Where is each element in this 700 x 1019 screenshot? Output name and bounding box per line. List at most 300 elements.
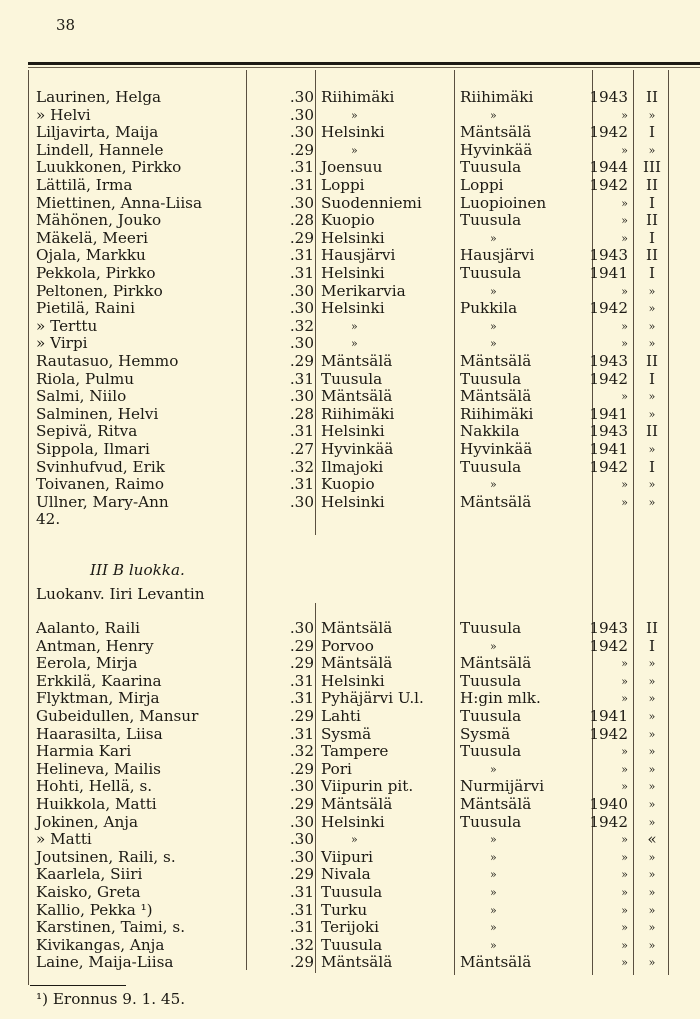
entry-class: I xyxy=(649,193,655,212)
home-place: Tuusula xyxy=(460,619,522,637)
entry-class: II xyxy=(646,619,658,637)
entry-year: 1943 xyxy=(589,422,628,441)
birth-place: Helsinki xyxy=(321,812,385,831)
birth-date: .31 xyxy=(289,671,314,690)
entry-year: » xyxy=(621,868,628,882)
table-row xyxy=(0,212,700,230)
entry-year: 1943 xyxy=(589,352,628,370)
table-row xyxy=(0,708,700,726)
birth-place: Tuusula xyxy=(321,369,383,388)
birth-place: » xyxy=(351,108,358,122)
birth-place: Pori xyxy=(321,759,352,778)
entry-year: » xyxy=(621,231,628,245)
student-name: Gubeidullen, Mansur xyxy=(36,707,199,725)
entry-year: » xyxy=(621,938,628,952)
birth-place: Mäntsälä xyxy=(321,619,393,637)
entry-class: » xyxy=(648,798,656,811)
table-row xyxy=(0,89,700,107)
home-place: Nurmijärvi xyxy=(460,777,545,796)
birth-place: Riihimäki xyxy=(321,404,395,423)
student-name: Laine, Maija-Liisa xyxy=(36,953,174,972)
entry-year: 1943 xyxy=(589,246,628,265)
birth-date: .29 xyxy=(289,140,314,159)
home-place: Mäntsälä xyxy=(460,953,532,972)
entry-year: » xyxy=(621,495,628,509)
student-name: Aalanto, Raili xyxy=(36,619,141,637)
entry-class: II xyxy=(646,176,658,194)
table-row xyxy=(0,761,700,779)
student-name: » Helvi xyxy=(36,105,91,124)
home-place: Mäntsälä xyxy=(460,123,532,142)
entry-class: II xyxy=(646,352,658,370)
student-name: » Terttu xyxy=(36,316,98,335)
table-row xyxy=(0,265,700,283)
birth-place: Mäntsälä xyxy=(321,795,393,813)
entry-year: » xyxy=(621,478,628,492)
home-place: Tuusula xyxy=(460,264,522,282)
birth-date: .31 xyxy=(289,475,314,494)
birth-place: Kuopio xyxy=(321,211,375,230)
birth-date: .31 xyxy=(289,883,314,901)
home-place: Tuusula xyxy=(460,369,522,388)
table-row xyxy=(0,954,700,972)
student-name: Svinhufvud, Erik xyxy=(36,457,165,476)
birth-date: .31 xyxy=(289,724,314,743)
birth-place: » xyxy=(351,143,358,157)
birth-place: Helsinki xyxy=(321,228,385,247)
birth-date: .29 xyxy=(289,228,314,247)
table-row xyxy=(0,124,700,142)
birth-date: .30 xyxy=(289,387,314,406)
entry-year: » xyxy=(621,745,628,759)
entry-class: » xyxy=(648,710,656,723)
birth-date: .29 xyxy=(289,759,314,778)
table-row xyxy=(0,849,700,867)
table-row xyxy=(0,884,700,902)
home-place: » xyxy=(490,108,497,122)
home-place: Riihimäki xyxy=(460,88,534,106)
birth-date: .31 xyxy=(289,176,314,194)
table-row xyxy=(0,866,700,884)
birth-place: Sysmä xyxy=(321,724,372,743)
home-place: Nakkila xyxy=(460,422,520,441)
entry-year: » xyxy=(621,903,628,917)
section-title: III B luokka. xyxy=(90,561,185,579)
entry-year: » xyxy=(621,337,628,351)
student-name: 42. xyxy=(36,510,61,529)
table-row xyxy=(0,247,700,265)
entry-class: II xyxy=(646,88,658,106)
entry-year: » xyxy=(621,833,628,847)
home-place: » xyxy=(490,850,497,864)
birth-date: .29 xyxy=(289,654,314,673)
entry-class: I xyxy=(649,457,655,476)
table-row xyxy=(0,655,700,673)
entry-class: II xyxy=(646,422,658,441)
entry-class: » xyxy=(648,143,656,157)
entry-year: 1944 xyxy=(589,158,628,177)
table-row xyxy=(0,937,700,955)
home-place: Mäntsälä xyxy=(460,654,532,673)
student-name: Laurinen, Helga xyxy=(36,88,162,106)
student-name: Pekkola, Pirkko xyxy=(36,264,156,282)
entry-class: » xyxy=(648,284,656,298)
table-row xyxy=(0,371,700,389)
birth-place: Suodenniemi xyxy=(321,193,422,212)
table-row xyxy=(0,620,700,638)
student-name: Pietilä, Raini xyxy=(36,299,135,318)
birth-date: .31 xyxy=(289,422,314,441)
birth-place: Hausjärvi xyxy=(321,246,396,265)
entry-class: II xyxy=(646,246,658,265)
entry-year: 1942 xyxy=(589,457,628,476)
home-place: Pukkila xyxy=(460,299,518,318)
home-place: Mäntsälä xyxy=(460,352,532,370)
student-name: Liljavirta, Maija xyxy=(36,123,159,142)
entry-year: » xyxy=(621,762,628,776)
entry-class: » xyxy=(648,762,656,776)
entry-year: » xyxy=(621,657,628,671)
home-place: Mäntsälä xyxy=(460,387,532,406)
birth-place: Turku xyxy=(321,900,368,919)
birth-place: Mäntsälä xyxy=(321,352,393,370)
entry-class: » xyxy=(648,478,656,492)
home-place: Riihimäki xyxy=(460,404,534,423)
table-row xyxy=(0,335,700,353)
table-row xyxy=(0,441,700,459)
birth-place: Mäntsälä xyxy=(321,387,393,406)
home-place: » xyxy=(490,284,497,298)
entry-year: 1942 xyxy=(589,176,628,194)
birth-place: Tuusula xyxy=(321,935,383,954)
birth-place: Ilmajoki xyxy=(321,457,384,476)
table-row xyxy=(0,283,700,301)
entry-year: » xyxy=(621,886,628,899)
entry-class: I xyxy=(649,264,655,282)
entry-year: » xyxy=(621,319,628,333)
entry-year: 1941 xyxy=(589,264,628,282)
home-place: » xyxy=(490,903,497,917)
home-place: Hyvinkää xyxy=(460,440,533,458)
table-row xyxy=(0,195,700,213)
student-name: Huikkola, Matti xyxy=(36,795,157,813)
entry-class: » xyxy=(648,815,656,829)
student-name: Kivikangas, Anja xyxy=(36,935,165,954)
birth-date: .29 xyxy=(289,707,314,725)
table-row xyxy=(0,353,700,371)
birth-date: .29 xyxy=(289,865,314,884)
student-name: Peltonen, Pirkko xyxy=(36,281,163,300)
student-name: Ullner, Mary-Ann xyxy=(36,492,169,511)
birth-place: Hyvinkää xyxy=(321,440,394,458)
home-place: Tuusula xyxy=(460,158,522,177)
top-rule-thin xyxy=(28,67,700,68)
birth-date: .29 xyxy=(289,795,314,813)
home-place: » xyxy=(490,868,497,882)
table-row xyxy=(0,318,700,336)
entry-class: » xyxy=(648,868,656,882)
birth-place: Mäntsälä xyxy=(321,953,393,972)
birth-place: Pyhäjärvi U.l. xyxy=(321,689,424,708)
entry-class: » xyxy=(648,692,656,706)
birth-date: .30 xyxy=(289,88,314,106)
home-place: » xyxy=(490,938,497,952)
birth-date: .30 xyxy=(289,193,314,212)
home-place: Tuusula xyxy=(460,211,522,230)
table-row xyxy=(0,494,700,512)
entry-class: » xyxy=(648,921,656,935)
birth-place: Loppi xyxy=(321,176,365,194)
birth-date: .31 xyxy=(289,900,314,919)
home-place: Hyvinkää xyxy=(460,140,533,159)
table-row xyxy=(0,902,700,920)
entry-class: » xyxy=(648,780,656,794)
home-place: Tuusula xyxy=(460,671,522,690)
birth-place: Joensuu xyxy=(321,158,383,177)
student-name: Sippola, Ilmari xyxy=(36,440,150,458)
home-place: H:gin mlk. xyxy=(460,689,541,708)
home-place: » xyxy=(490,478,497,492)
birth-place: Helsinki xyxy=(321,299,385,318)
footnote-rule xyxy=(30,985,126,986)
table-row xyxy=(0,406,700,424)
birth-date: .30 xyxy=(289,847,314,866)
birth-date: .31 xyxy=(289,264,314,282)
table-row xyxy=(0,476,700,494)
birth-date: .32 xyxy=(289,742,314,761)
table-row xyxy=(0,673,700,691)
birth-place: » xyxy=(351,833,358,847)
home-place: Tuusula xyxy=(460,812,522,831)
entry-year: 1941 xyxy=(589,404,628,423)
student-name: Kallio, Pekka ¹) xyxy=(36,900,153,919)
student-name: Sepivä, Ritva xyxy=(36,422,138,441)
student-name: » Virpi xyxy=(36,334,88,353)
entry-year: » xyxy=(621,108,628,122)
birth-date: .30 xyxy=(289,299,314,318)
home-place: » xyxy=(490,231,497,245)
birth-place: Viipuri xyxy=(321,847,374,866)
entry-year: » xyxy=(621,196,628,210)
birth-date: .30 xyxy=(289,334,314,353)
table-row xyxy=(0,459,700,477)
student-name: Lättilä, Irma xyxy=(36,176,133,194)
entry-class: » xyxy=(648,903,656,917)
entry-year: 1942 xyxy=(589,724,628,743)
entry-year: 1942 xyxy=(589,636,628,655)
entry-year: 1942 xyxy=(589,812,628,831)
student-name: Rautasuo, Hemmo xyxy=(36,352,179,370)
student-name: Mäkelä, Meeri xyxy=(36,228,149,247)
student-name: Harmia Kari xyxy=(36,742,132,761)
entry-class: I xyxy=(649,123,655,142)
entry-year: 1941 xyxy=(589,707,628,725)
birth-place: » xyxy=(351,337,358,351)
birth-date: .29 xyxy=(289,352,314,370)
home-place: Sysmä xyxy=(460,724,511,743)
birth-place: Riihimäki xyxy=(321,88,395,106)
entry-class: » xyxy=(648,302,656,316)
birth-place: Lahti xyxy=(321,707,361,725)
entry-year: » xyxy=(621,143,628,157)
birth-place: Tampere xyxy=(321,742,389,761)
student-name: Kaisko, Greta xyxy=(36,883,141,901)
student-name: Toivanen, Raimo xyxy=(36,475,165,494)
birth-place: Helsinki xyxy=(321,671,385,690)
home-place: Loppi xyxy=(460,176,504,194)
table-row xyxy=(0,831,700,849)
birth-date: .30 xyxy=(289,123,314,142)
student-name: Hohti, Hellä, s. xyxy=(36,777,153,796)
home-place: » xyxy=(490,337,497,351)
entry-class: » xyxy=(648,319,656,333)
entry-class: » xyxy=(648,657,656,671)
student-name: Mähönen, Jouko xyxy=(36,211,162,230)
home-place: Mäntsälä xyxy=(460,492,532,511)
entry-class: I xyxy=(649,636,655,655)
entry-year: » xyxy=(621,390,628,404)
entry-class: III xyxy=(643,158,661,177)
birth-date: .28 xyxy=(289,211,314,230)
student-name: Flyktman, Mirja xyxy=(36,689,160,708)
student-name: Salmi, Niilo xyxy=(36,387,127,406)
birth-date: .31 xyxy=(289,158,314,177)
entry-year: » xyxy=(621,956,628,970)
birth-date: .32 xyxy=(289,457,314,476)
table-row xyxy=(0,388,700,406)
table-row xyxy=(0,778,700,796)
entry-year: » xyxy=(621,780,628,794)
entry-year: 1943 xyxy=(589,619,628,637)
student-name: Helineva, Mailis xyxy=(36,759,161,778)
student-name: Salminen, Helvi xyxy=(36,404,159,423)
entry-class: » xyxy=(648,956,656,970)
table-row xyxy=(0,796,700,814)
entry-year: » xyxy=(621,850,628,864)
home-place: » xyxy=(490,921,497,935)
student-name: Ojala, Markku xyxy=(36,246,146,265)
birth-place: » xyxy=(351,319,358,333)
home-place: » xyxy=(490,762,497,776)
birth-date: .31 xyxy=(289,918,314,937)
birth-date: .30 xyxy=(289,105,314,124)
birth-date: .30 xyxy=(289,812,314,831)
entry-class: » xyxy=(648,850,656,864)
student-name: Miettinen, Anna-Liisa xyxy=(36,193,203,212)
birth-date: .30 xyxy=(289,777,314,796)
birth-date: .27 xyxy=(289,440,314,458)
student-name: Kaarlela, Siiri xyxy=(36,865,143,884)
table-row xyxy=(0,142,700,160)
birth-date: .29 xyxy=(289,953,314,972)
home-place: Luopioinen xyxy=(460,193,547,212)
home-place: Tuusula xyxy=(460,457,522,476)
table-row xyxy=(0,230,700,248)
table-row xyxy=(0,423,700,441)
birth-place: Tuusula xyxy=(321,883,383,901)
entry-class: » xyxy=(648,337,656,351)
entry-year: 1942 xyxy=(589,123,628,142)
student-name: Joutsinen, Raili, s. xyxy=(36,847,176,866)
entry-year: 1940 xyxy=(589,795,628,813)
entry-class: » xyxy=(648,938,656,952)
birth-place: Merikarvia xyxy=(321,281,406,300)
entry-year: 1942 xyxy=(589,369,628,388)
table-row xyxy=(0,814,700,832)
entry-class: I xyxy=(649,369,655,388)
birth-place: Helsinki xyxy=(321,422,385,441)
entry-class: « xyxy=(647,830,657,849)
entry-year: » xyxy=(621,921,628,935)
birth-date: .28 xyxy=(289,404,314,423)
home-place: » xyxy=(490,319,497,333)
entry-year: 1943 xyxy=(589,88,628,106)
table-row xyxy=(0,107,700,125)
birth-date: .30 xyxy=(289,619,314,637)
footnote: ¹) Eronnus 9. 1. 45. xyxy=(36,990,186,1008)
table-row xyxy=(0,638,700,656)
student-name: Jokinen, Anja xyxy=(36,812,139,831)
entry-class: » xyxy=(648,108,656,122)
birth-date: .31 xyxy=(289,689,314,708)
entry-year: » xyxy=(621,674,628,688)
table-row xyxy=(0,511,700,529)
table-row xyxy=(0,726,700,744)
table-row xyxy=(0,919,700,937)
student-name: Antman, Henry xyxy=(36,636,154,655)
entry-class: » xyxy=(648,407,656,421)
birth-date: .31 xyxy=(289,246,314,265)
birth-date: .30 xyxy=(289,830,314,849)
birth-place: Terijoki xyxy=(321,918,379,937)
entry-year: » xyxy=(621,692,628,706)
student-name: Luukkonen, Pirkko xyxy=(36,158,182,177)
home-place: Tuusula xyxy=(460,742,522,761)
birth-place: Porvoo xyxy=(321,636,374,655)
birth-date: .29 xyxy=(289,636,314,655)
home-place: » xyxy=(490,639,497,653)
entry-year: 1942 xyxy=(589,299,628,318)
top-rule xyxy=(28,62,700,65)
student-name: Lindell, Hannele xyxy=(36,140,164,159)
entry-class: I xyxy=(649,228,655,247)
birth-place: Mäntsälä xyxy=(321,654,393,673)
entry-year: » xyxy=(621,284,628,298)
entry-class: » xyxy=(648,443,656,456)
birth-place: Helsinki xyxy=(321,492,385,511)
page-number: 38 xyxy=(56,16,76,34)
birth-place: Kuopio xyxy=(321,475,375,494)
birth-date: .31 xyxy=(289,369,314,388)
student-name: Eerola, Mirja xyxy=(36,654,138,673)
birth-place: Helsinki xyxy=(321,264,385,282)
entry-class: » xyxy=(648,674,656,688)
home-place: » xyxy=(490,833,497,847)
student-name: Haarasilta, Liisa xyxy=(36,724,163,743)
class-teacher: Luokanv. Iiri Levantin xyxy=(36,585,205,603)
table-row xyxy=(0,177,700,195)
student-name: Karstinen, Taimi, s. xyxy=(36,918,186,937)
birth-place: Nivala xyxy=(321,865,371,884)
student-name: Riola, Pulmu xyxy=(36,369,135,388)
entry-class: » xyxy=(648,390,656,404)
student-name: Erkkilä, Kaarina xyxy=(36,671,162,690)
home-place: » xyxy=(490,886,497,899)
table-row xyxy=(0,300,700,318)
table-row xyxy=(0,690,700,708)
entry-year: » xyxy=(621,214,628,228)
student-name: » Matti xyxy=(36,830,92,849)
